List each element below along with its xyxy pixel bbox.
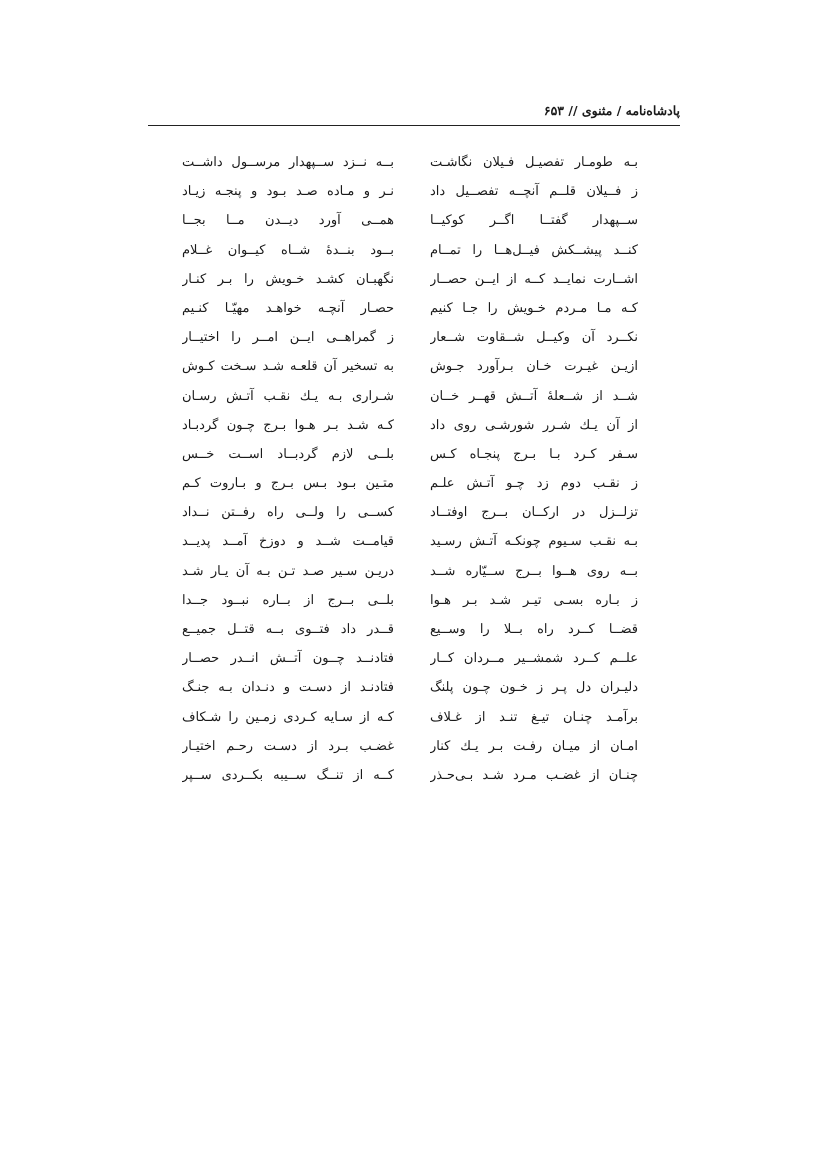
verse-line: كــه از تنــگ ســيبه بكــردی ســپر <box>182 767 394 783</box>
verse-line: نـر و مـاده صـد بـود و پنجـه زيـاد <box>182 184 394 200</box>
verse-line: قضــا كــرد راه بــلا را وســيع <box>430 622 638 637</box>
verse-line: حصـار آنچـه خواهـد مهيّـا كنـيم <box>182 300 394 316</box>
verse-line: همــی آورد ديــدن مــا بجــا <box>182 213 394 229</box>
verse-line: چنـان از غضـب مـرد شـد بـی‌حـذر <box>430 767 638 783</box>
verse-line: نگهبـان كشـد خـويش را بـر كنـار <box>182 271 394 287</box>
verse-line: ازيـن غيـرت خـان بـرآورد جـوش <box>430 359 638 375</box>
verse-line: ز بـاره بسـی تيـر شـد بـر هـوا <box>430 592 638 608</box>
verse-line: ز فــيلان قلــم آنچــه تفصــيل داد <box>430 184 638 200</box>
poem-column-right <box>430 148 638 790</box>
verse-line: غضـب بـرد از دسـت رحـم اختيـار <box>182 738 394 754</box>
verse-line: بلــی لازم گردبــاد اســت خــس <box>182 446 394 462</box>
verse-line: شــد از شــعلهٔ آتــش قهــر خــان <box>430 388 638 404</box>
running-head: پادشاه‌نامه / مثنوی // ۶۵۳ <box>543 103 680 118</box>
verse-line: كـه شـد بـر هـوا بـرج چـون گردبـاد <box>182 417 394 433</box>
verse-line: ســپهدار گفتــا اگــر كوكيــا <box>430 213 638 229</box>
verse-line: كنــد پيشــكش فيــل‌هــا را تمــام <box>430 242 638 258</box>
verse-line: كـه از سـايه كـردی زمـين را شـكاف <box>182 709 394 725</box>
verse-line: نكــرد آن وكيــل شــقاوت شــعار <box>430 330 638 346</box>
verse-line: تزلــزل در اركــان بــرج اوفتــاد <box>430 505 638 521</box>
verse-line: فتادنـد از دسـت و دنـدان بـه جنـگ <box>182 680 394 696</box>
verse-line: امـان از ميـان رفـت بـر يـك كنار <box>430 738 638 754</box>
verse-line: بــه نــزد ســپهدار مرســول داشــت <box>182 155 394 170</box>
verse-line: بـه طومـار تفصيـل فـيلان نگاشـت <box>430 155 638 170</box>
verse-line: متـين بـود بـس بـرج و بـاروت كـم <box>182 476 394 492</box>
header-rule <box>148 125 680 126</box>
verse-line: بلــی بــرج از بــاره نبــود جــدا <box>182 592 394 608</box>
verse-line: از آن يـك شـرر شورشـی روی داد <box>430 417 638 433</box>
verse-line: علــم كــرد شمشــير مــردان كــار <box>430 651 638 667</box>
verse-line: كـه مـا مـردم خـويش را جـا كنيم <box>430 300 638 316</box>
verse-line: كســی را ولــی راه رفــتن نــداد <box>182 505 394 521</box>
verse-line: قيامــت شــد و دوزخ آمــد پديــد <box>182 534 394 550</box>
verse-line: اشــارت نمايــد كــه از ايــن حصــار <box>430 271 638 287</box>
verse-line: قــدر داد فتــوی بــه قتــل جميــع <box>182 622 394 637</box>
verse-line: دريـن سـير صـد تـن بـه آن يـار شـد <box>182 563 394 579</box>
verse-line: ز نقـب دوم زد چـو آتـش علـم <box>430 476 638 492</box>
verse-line: به تسخير آن قلعـه شـد سـخت كـوش <box>182 359 394 375</box>
poem-column-left <box>182 148 394 790</box>
verse-line: سـفر كـرد بـا بـرج پنجـاه كـس <box>430 446 638 462</box>
verse-line: بــه روی هــوا بــرج ســيّاره شــد <box>430 563 638 579</box>
verse-line: شـراری بـه يـك نقـب آتـش رسـان <box>182 388 394 404</box>
verse-line: بــود بنــدهٔ شــاه كيــوان غــلام <box>182 242 394 258</box>
verse-line: فتادنــد چــون آتــش انــدر حصــار <box>182 651 394 667</box>
verse-line: بـه نقـب سـيوم چونكـه آتـش رسـيد <box>430 534 638 550</box>
verse-line: دليـران دل پـر ز خـون چـون پلنگ <box>430 680 638 696</box>
verse-line: ز گمراهــی ايــن امــر را اختيــار <box>182 330 394 346</box>
verse-line: برآمـد چنـان تيـغ تنـد از غـلاف <box>430 709 638 725</box>
